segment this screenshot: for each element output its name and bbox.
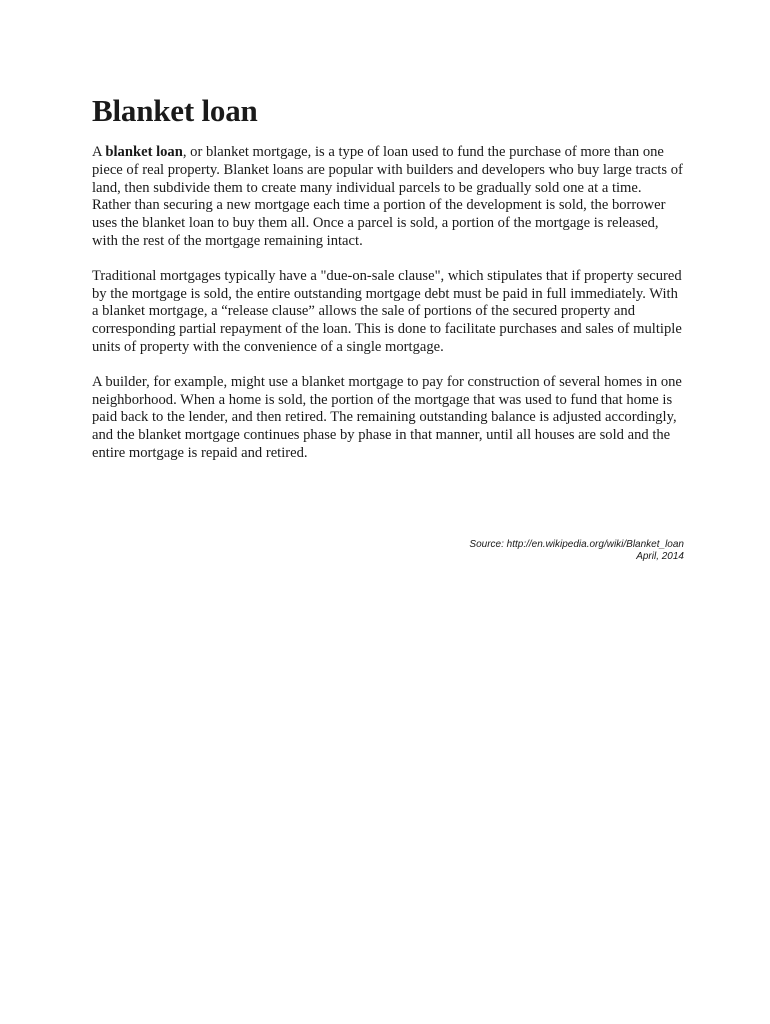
paragraph-1 (92, 144, 684, 251)
paragraph-1-term: blanket loan (105, 144, 183, 160)
paragraph-1-text: , or blanket mortgage, is a type of loan used to fund the purchase of more than one piece of real property. Blanket loans are popular with builders and developers who buy large tracts of land, then subdivide them to create many individual parcels to be gradually sold one at a time. Rather than securing a new mortgage each time a portion of the development is sold, the borrower uses the blanket loan to buy them all. Once a parcel is sold, a portion of the mortgage is released, with the rest of the mortgage remaining intact. (92, 144, 683, 249)
page-title: Blanket loan (92, 93, 258, 128)
source-url-line: Source: http://en.wikipedia.org/wiki/Blanket_loan (469, 539, 684, 550)
paragraph-3: A builder, for example, might use a blanket mortgage to pay for construction of several homes in one neighborhood. When a home is sold, the portion of the mortgage that was used to fund that home is paid back to the lender, and then retired. The remaining outstanding balance is adjusted accordingly, and the blanket mortgage continues phase by phase in that manner, until all houses are sold and the entire mortgage is repaid and retired. (92, 373, 682, 461)
paragraph-1-lead: A (92, 144, 106, 160)
document-body (92, 92, 684, 480)
source-citation (469, 539, 684, 563)
paragraph-2: Traditional mortgages typically have a "due-on-sale clause", which stipulates that if property secured by the mortgage is sold, the entire outstanding mortgage debt must be paid in full immediately. With a blanket mortgage, a “release clause” allows the sale of portions of the secured property and corresponding partial repayment of the loan. This is done to facilitate purchases and sales of multiple units of property with the convenience of a single mortgage. (92, 267, 682, 355)
source-date-line: April, 2014 (636, 551, 684, 562)
